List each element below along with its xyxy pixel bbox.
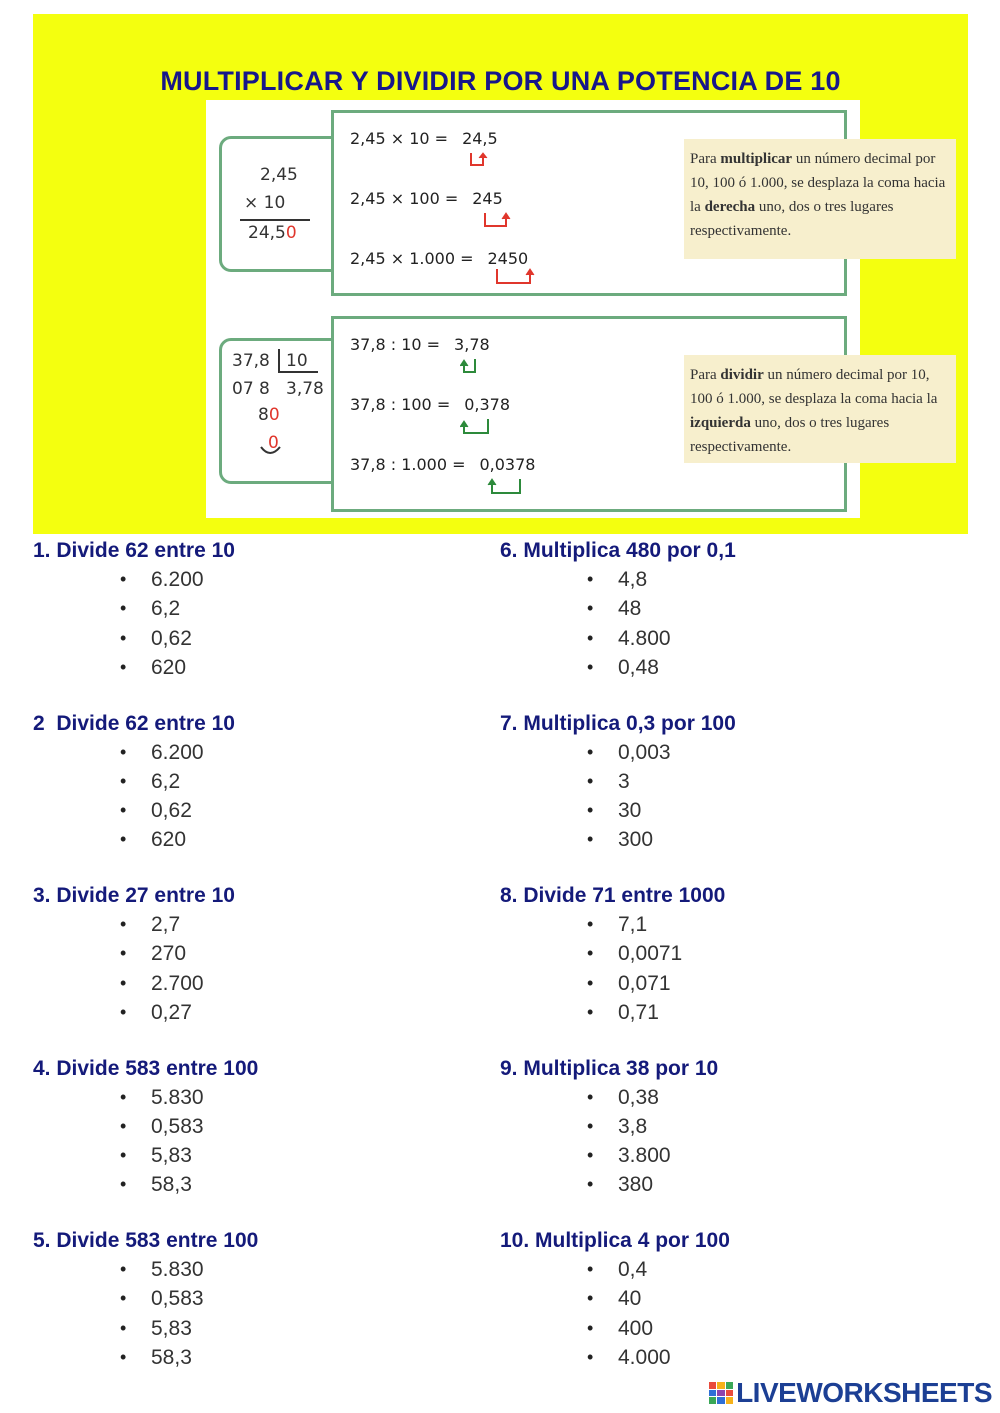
calc-divisor: 10 bbox=[286, 351, 308, 371]
question-title: 6. Multiplica 480 por 0,1 bbox=[500, 539, 736, 562]
questions-left-column bbox=[33, 534, 493, 1397]
remainder-arc-icon bbox=[258, 441, 284, 459]
answer-option[interactable]: • 270 bbox=[120, 942, 187, 966]
answer-option[interactable]: • 7,1 bbox=[587, 913, 648, 936]
answer-option[interactable]: • 5.830 bbox=[120, 1085, 204, 1109]
multiply-panel bbox=[206, 100, 946, 310]
multiply-equation-3: 2,45 × 1.000 = 2450 bbox=[350, 249, 529, 268]
divide-equation-2: 37,8 : 100 = 0,378 bbox=[350, 395, 511, 414]
question-title: 4. Divide 583 entre 100 bbox=[33, 1056, 259, 1080]
question-8 bbox=[500, 881, 960, 1052]
answer-option[interactable]: • 2.700 bbox=[120, 971, 204, 995]
answer-option[interactable]: • 3,8 bbox=[587, 1114, 648, 1138]
shift-arrow-icon bbox=[468, 151, 488, 169]
multiply-calc-box bbox=[219, 136, 343, 272]
calc-dividend: 37,8 bbox=[232, 351, 270, 371]
answer-option[interactable]: • 0,71 bbox=[587, 1000, 659, 1024]
answer-option[interactable]: • 4.800 bbox=[587, 626, 671, 650]
question-title: 7. Multiplica 0,3 por 100 bbox=[500, 711, 736, 735]
question-title: 8. Divide 71 entre 1000 bbox=[500, 884, 726, 907]
shift-arrow-icon bbox=[460, 357, 482, 377]
answer-option[interactable]: • 6,2 bbox=[120, 769, 181, 793]
multiply-rule-note: Para multiplicar un número decimal por 10, 100 ó 1.000, se desplaza la coma hacia la derecha uno, dos o tres lugares respectivamente. bbox=[684, 139, 956, 259]
calc-remainder: 0 bbox=[268, 433, 279, 453]
multiply-equation-1: 2,45 × 10 = 24,5 bbox=[350, 129, 498, 148]
divide-main-box bbox=[331, 316, 938, 512]
answer-option[interactable]: • 300 bbox=[587, 828, 654, 852]
multiply-equation-2: 2,45 × 100 = 245 bbox=[350, 189, 503, 208]
answer-option[interactable]: • 5,83 bbox=[120, 1144, 192, 1168]
shift-arrow-icon bbox=[482, 211, 512, 231]
question-9 bbox=[500, 1054, 960, 1225]
question-7 bbox=[500, 709, 960, 880]
shift-arrow-icon bbox=[494, 265, 536, 289]
header-banner bbox=[33, 14, 968, 534]
question-title: 3. Divide 27 entre 10 bbox=[33, 884, 235, 907]
calc-partial: 07 8 bbox=[232, 379, 270, 399]
answer-option[interactable]: • 2,7 bbox=[120, 913, 181, 936]
page-title: MULTIPLICAR Y DIVIDIR POR UNA POTENCIA DE 10 bbox=[160, 66, 841, 96]
answer-option[interactable]: • 6,2 bbox=[120, 597, 181, 621]
answer-option[interactable]: • 0,071 bbox=[587, 971, 671, 995]
answer-option[interactable]: • 620 bbox=[120, 655, 187, 679]
question-title: 2 Divide 62 entre 10 bbox=[33, 711, 235, 735]
calc-factor: 2,45 bbox=[260, 165, 298, 185]
answer-option[interactable]: • 0,62 bbox=[120, 799, 192, 823]
question-title: 1. Divide 62 entre 10 bbox=[33, 539, 235, 562]
calc-result: 24,50 bbox=[248, 223, 297, 243]
explanation-figure bbox=[206, 100, 946, 518]
shift-arrow-icon bbox=[484, 475, 526, 499]
answer-option[interactable]: • 400 bbox=[587, 1316, 654, 1340]
answer-option[interactable]: • 620 bbox=[120, 828, 187, 852]
answer-option[interactable]: • 6.200 bbox=[120, 740, 204, 764]
division-bracket bbox=[278, 349, 280, 371]
question-4 bbox=[33, 1054, 493, 1225]
answer-option[interactable]: • 6.200 bbox=[120, 568, 204, 591]
answer-option[interactable]: • 0,0071 bbox=[587, 942, 683, 966]
answer-option[interactable]: • 58,3 bbox=[120, 1173, 192, 1197]
answer-option[interactable]: • 30 bbox=[587, 799, 642, 823]
answer-option[interactable]: • 4.000 bbox=[587, 1345, 671, 1369]
calc-rule bbox=[240, 219, 310, 221]
answer-option[interactable]: • 3 bbox=[587, 769, 630, 793]
calc-multiplier: × 10 bbox=[244, 193, 286, 213]
answer-option[interactable]: • 380 bbox=[587, 1173, 654, 1197]
brand-name: LIVEWORKSHEETS bbox=[736, 1377, 992, 1408]
questions-right-column bbox=[500, 534, 960, 1397]
calc-quotient: 3,78 bbox=[286, 379, 324, 399]
answer-option[interactable]: • 58,3 bbox=[120, 1345, 192, 1369]
answer-option[interactable]: • 0,003 bbox=[587, 740, 671, 764]
answer-option[interactable]: • 3.800 bbox=[587, 1144, 671, 1168]
answer-option[interactable]: • 0,4 bbox=[587, 1258, 648, 1281]
question-6 bbox=[500, 536, 960, 707]
answer-option[interactable]: • 0,62 bbox=[120, 626, 192, 650]
liveworksheets-brand bbox=[709, 1378, 992, 1408]
question-5 bbox=[33, 1226, 493, 1397]
answer-option[interactable]: • 40 bbox=[587, 1287, 642, 1311]
question-2 bbox=[33, 709, 493, 880]
divide-calc-box bbox=[219, 338, 343, 484]
answer-option[interactable]: • 5.830 bbox=[120, 1258, 204, 1281]
multiply-main-box bbox=[331, 110, 946, 296]
division-bracket-rule bbox=[278, 371, 318, 373]
divide-equation-1: 37,8 : 10 = 3,78 bbox=[350, 335, 490, 354]
question-3 bbox=[33, 881, 493, 1052]
shift-arrow-icon bbox=[460, 417, 494, 439]
divide-rule-note: Para dividir un número decimal por 10, 100 ó 1.000, se desplaza la coma hacia la izquierda uno, dos o tres lugares respectivamente. bbox=[684, 355, 956, 463]
question-title: 5. Divide 583 entre 100 bbox=[33, 1229, 259, 1252]
question-title: 10. Multiplica 4 por 100 bbox=[500, 1229, 730, 1252]
answer-option[interactable]: • 0,583 bbox=[120, 1114, 204, 1138]
answer-option[interactable]: • 48 bbox=[587, 597, 642, 621]
questions-area bbox=[0, 534, 1000, 1374]
divide-equation-3: 37,8 : 1.000 = 0,0378 bbox=[350, 455, 536, 474]
calc-remainder-row: 80 bbox=[258, 405, 280, 425]
question-1 bbox=[33, 536, 493, 707]
liveworksheets-logo-icon bbox=[709, 1382, 733, 1404]
answer-option[interactable]: • 5,83 bbox=[120, 1316, 192, 1340]
answer-option[interactable]: • 4,8 bbox=[587, 568, 648, 591]
question-title: 9. Multiplica 38 por 10 bbox=[500, 1056, 719, 1080]
answer-option[interactable]: • 0,38 bbox=[587, 1085, 659, 1109]
answer-option[interactable]: • 0,583 bbox=[120, 1287, 204, 1311]
question-10 bbox=[500, 1226, 960, 1397]
answer-option[interactable]: • 0,48 bbox=[587, 655, 659, 679]
divide-panel bbox=[206, 308, 938, 518]
answer-option[interactable]: • 0,27 bbox=[120, 1000, 192, 1024]
